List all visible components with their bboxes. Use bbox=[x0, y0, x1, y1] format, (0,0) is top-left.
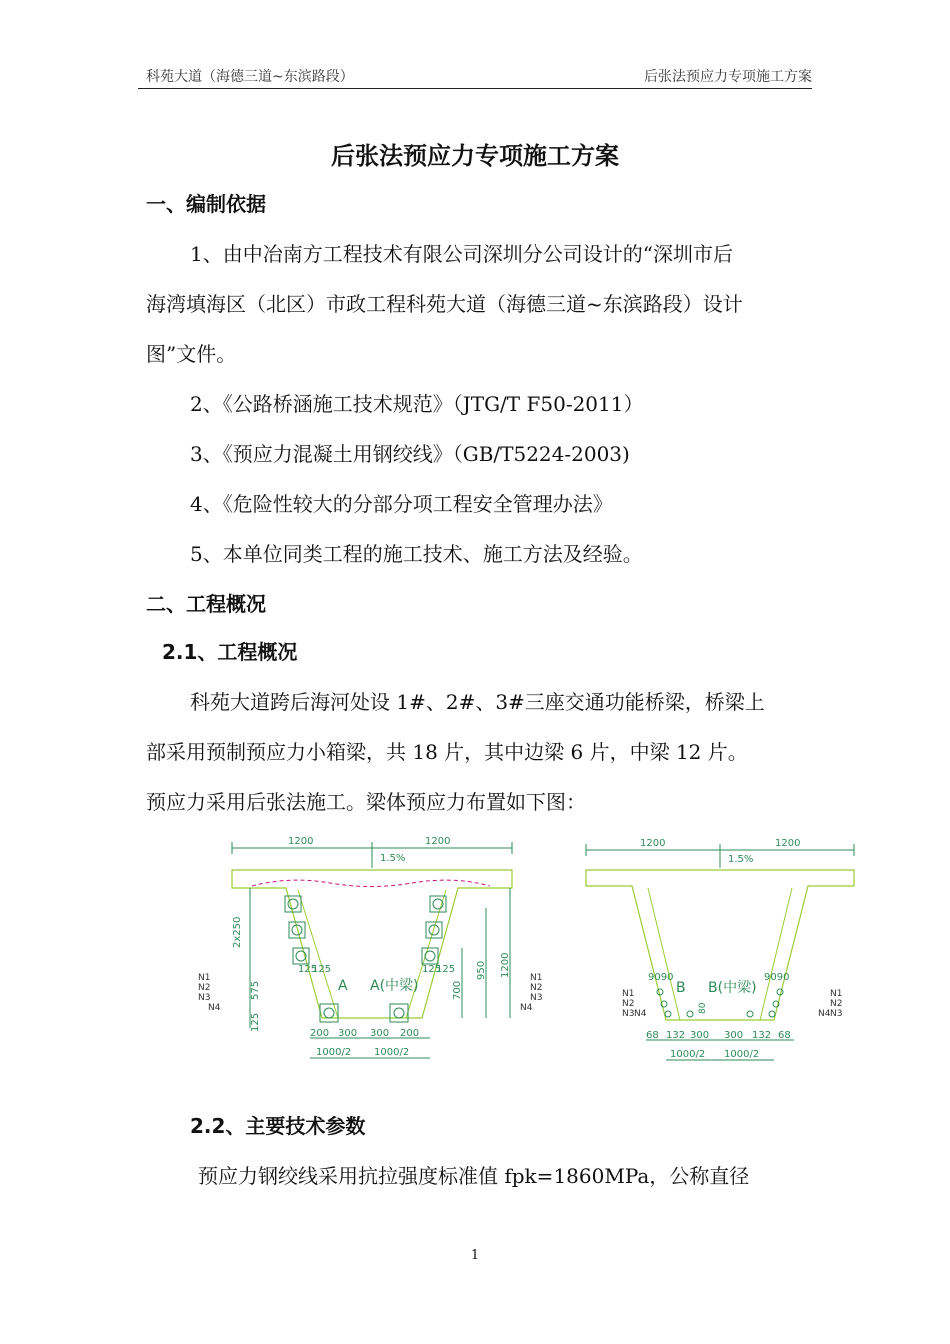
section1-heading: 一、编制依据 bbox=[146, 192, 266, 216]
left-bottom-dim-300b: 300 bbox=[370, 1028, 390, 1039]
section1-item1-line3: 图”文件。 bbox=[146, 342, 237, 366]
header-divider bbox=[138, 88, 812, 89]
right-slope: 1.5% bbox=[728, 854, 754, 865]
right-tendon-n1: N1 bbox=[622, 989, 635, 999]
left-half-dim-2: 1000/2 bbox=[374, 1047, 410, 1058]
right-label-b: B bbox=[676, 980, 686, 996]
header-left-text: 科苑大道（海德三道~东滨路段） bbox=[146, 69, 354, 85]
left-bottom-dim-200b: 200 bbox=[400, 1028, 420, 1039]
left-small-dim-2: 125 bbox=[312, 964, 332, 975]
left-dim-125: 125 bbox=[250, 1012, 261, 1032]
left-dim-700: 700 bbox=[452, 980, 463, 1000]
right-tendon-n2: N2 bbox=[622, 999, 635, 1009]
right-tendon-n4: N4 bbox=[634, 1009, 647, 1019]
right-bottom-dim-132a: 132 bbox=[666, 1030, 686, 1041]
left-bottom-dim-300a: 300 bbox=[338, 1028, 358, 1039]
right-half-dim-2: 1000/2 bbox=[724, 1049, 760, 1060]
left-tendon-n2-r: N2 bbox=[530, 983, 543, 993]
right-tendon-n3-r: N3 bbox=[830, 1009, 843, 1019]
left-dim-1200: 1200 bbox=[500, 952, 511, 978]
right-bottom-dim-68b: 68 bbox=[778, 1030, 791, 1041]
right-tendon-n3: N3 bbox=[622, 1009, 635, 1019]
left-half-dim-1: 1000/2 bbox=[316, 1047, 352, 1058]
beam-drawings-svg bbox=[190, 828, 870, 1078]
left-dim-top-2: 1200 bbox=[425, 836, 451, 847]
left-label-a-mid: A(中梁) bbox=[370, 978, 419, 994]
section1-item4: 4、《危险性较大的分部分项工程安全管理办法》 bbox=[190, 492, 613, 516]
section2-sub1-heading: 2.1、工程概况 bbox=[162, 640, 298, 664]
right-dim-top-2: 1200 bbox=[775, 838, 801, 849]
left-small-dim-4: 125 bbox=[436, 964, 456, 975]
right-bottom-dim-300b: 300 bbox=[724, 1030, 744, 1041]
left-slope: 1.5% bbox=[380, 853, 406, 864]
left-tendon-n4-r: N4 bbox=[520, 1003, 533, 1013]
section1-item3: 3、《预应力混凝土用钢绞线》（GB/T5224-2003) bbox=[190, 442, 630, 466]
left-dim-2x250: 2x250 bbox=[232, 916, 243, 948]
section2-para-line3: 预应力采用后张法施工。梁体预应力布置如下图： bbox=[146, 790, 586, 814]
section2-heading: 二、工程概况 bbox=[146, 592, 266, 616]
right-center-dim: 80 bbox=[698, 1002, 708, 1014]
section2-sub2-line: 预应力钢绞线采用抗拉强度标准值 fpk=1860MPa，公称直径 bbox=[198, 1164, 750, 1188]
left-label-a: A bbox=[338, 978, 348, 994]
left-tendon-n4: N4 bbox=[208, 1003, 221, 1013]
figure-left-drawing bbox=[198, 836, 542, 1058]
section1-item1-line1: 1、由中冶南方工程技术有限公司深圳分公司设计的“深圳市后 bbox=[190, 242, 733, 266]
left-dim-top-1: 1200 bbox=[288, 836, 314, 847]
left-small-dim-1: 125 bbox=[298, 964, 318, 975]
right-tendon-n4-r: N4 bbox=[818, 1009, 831, 1019]
left-small-dim-3: 125 bbox=[422, 964, 442, 975]
right-half-dim-1: 1000/2 bbox=[670, 1049, 706, 1060]
beam-cross-section-figures bbox=[190, 828, 870, 1078]
document-title: 后张法预应力专项施工方案 bbox=[331, 142, 619, 170]
left-bottom-dim-200a: 200 bbox=[310, 1028, 330, 1039]
right-label-b-mid: B(中梁) bbox=[708, 980, 757, 996]
section2-para-line1: 科苑大道跨后海河处设 1#、2#、3#三座交通功能桥梁，桥梁上 bbox=[190, 690, 765, 714]
right-tendon-n2-r: N2 bbox=[830, 999, 843, 1009]
section1-item5: 5、本单位同类工程的施工技术、施工方法及经验。 bbox=[190, 542, 643, 566]
section1-item2: 2、《公路桥涵施工技术规范》（JTG/T F50-2011） bbox=[190, 392, 644, 416]
right-top-small-1: 9090 bbox=[648, 972, 674, 983]
left-tendon-n2: N2 bbox=[198, 983, 211, 993]
left-tendon-n1-r: N1 bbox=[530, 973, 543, 983]
left-tendon-n1: N1 bbox=[198, 973, 211, 983]
section2-para-line2: 部采用预制预应力小箱梁，共 18 片，其中边梁 6 片，中梁 12 片。 bbox=[146, 740, 748, 764]
left-dim-950: 950 bbox=[476, 960, 487, 980]
right-tendon-n1-r: N1 bbox=[830, 989, 843, 999]
section2-sub2-heading: 2.2、主要技术参数 bbox=[190, 1114, 366, 1138]
left-dim-575: 575 bbox=[250, 980, 261, 1000]
right-bottom-dim-300a: 300 bbox=[690, 1030, 710, 1041]
figure-right-drawing bbox=[586, 838, 854, 1060]
right-dim-top-1: 1200 bbox=[640, 838, 666, 849]
right-top-small-2: 9090 bbox=[764, 972, 790, 983]
right-bottom-dim-68a: 68 bbox=[646, 1030, 659, 1041]
left-tendon-n3: N3 bbox=[198, 993, 211, 1003]
right-bottom-dim-132b: 132 bbox=[752, 1030, 772, 1041]
section1-item1-line2: 海湾填海区（北区）市政工程科苑大道（海德三道~东滨路段）设计 bbox=[146, 292, 743, 316]
page-number: 1 bbox=[470, 1248, 480, 1263]
header-right-text: 后张法预应力专项施工方案 bbox=[644, 69, 812, 85]
left-tendon-n3-r: N3 bbox=[530, 993, 543, 1003]
